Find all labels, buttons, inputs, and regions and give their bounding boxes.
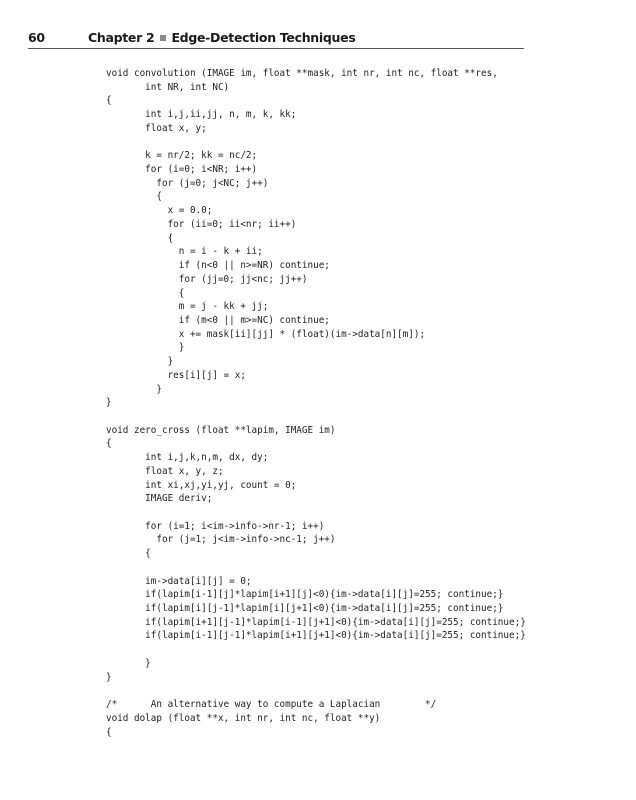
- code-line: {: [106, 191, 162, 203]
- separator-square-icon: [160, 35, 166, 41]
- code-line: if(lapim[i][j-1]*lapim[i][j+1]<0){im->data[i][j]=255; continue;}: [106, 603, 504, 615]
- code-line: }: [106, 383, 162, 395]
- code-line: if (n<0 || n>=NR) continue;: [106, 260, 330, 272]
- chapter-label: Chapter 2: [88, 30, 155, 45]
- code-line: [106, 684, 526, 698]
- code-line: {: [106, 232, 174, 244]
- code-line: }: [106, 342, 185, 354]
- code-line: }: [106, 356, 174, 368]
- running-head: [28, 30, 524, 49]
- chapter-title: Edge-Detection Techniques: [171, 30, 356, 45]
- code-line: if(lapim[i-1][j-1]*lapim[i+1][j+1]<0){im->data[i][j]=255; continue;}: [106, 630, 526, 642]
- code-line: {: [106, 438, 112, 450]
- code-line: res[i][j] = x;: [106, 369, 246, 381]
- code-line: [106, 561, 526, 575]
- code-line: if(lapim[i+1][j-1]*lapim[i-1][j+1]<0){im->data[i][j]=255; continue;}: [106, 616, 526, 628]
- code-line: for (j=0; j<NC; j++): [106, 177, 269, 189]
- code-line: float x, y;: [106, 122, 207, 134]
- code-listing: [106, 67, 526, 739]
- code-line: void dolap (float **x, int nr, int nc, float **y): [106, 712, 381, 724]
- code-line: {: [106, 95, 112, 107]
- code-line: [106, 410, 526, 424]
- code-line: [106, 506, 526, 520]
- page-number: 60: [28, 30, 45, 45]
- code-line: m = j - kk + jj;: [106, 301, 269, 313]
- code-line: }: [106, 397, 112, 409]
- code-line: for (ii=0; ii<nr; ii++): [106, 218, 297, 230]
- code-line: float x, y, z;: [106, 465, 224, 477]
- code-line: }: [106, 657, 151, 669]
- code-line: void zero_cross (float **lapim, IMAGE im): [106, 424, 336, 436]
- code-line: int NR, int NC): [106, 81, 230, 93]
- code-line: x += mask[ii][jj] * (float)(im->data[n][m]);: [106, 328, 426, 340]
- code-line: void convolution (IMAGE im, float **mask, int nr, int nc, float **res,: [106, 68, 498, 79]
- code-line: k = nr/2; kk = nc/2;: [106, 150, 258, 162]
- code-line: int i,j,ii,jj, n, m, k, kk;: [106, 109, 297, 121]
- code-line: x = 0.0;: [106, 205, 213, 217]
- code-line: if (m<0 || m>=NC) continue;: [106, 314, 330, 326]
- code-line: [106, 136, 526, 150]
- code-line: }: [106, 671, 112, 683]
- code-line: {: [106, 548, 151, 560]
- code-line: im->data[i][j] = 0;: [106, 575, 252, 587]
- code-line: /* An alternative way to compute a Laplacian */: [106, 699, 437, 711]
- code-line: IMAGE deriv;: [106, 493, 213, 505]
- code-line: for (j=1; j<im->info->nc-1; j++): [106, 534, 336, 546]
- code-line: for (jj=0; jj<nc; jj++): [106, 273, 308, 285]
- code-line: for (i=0; i<NR; i++): [106, 164, 258, 176]
- code-line: if(lapim[i-1][j]*lapim[i+1][j]<0){im->data[i][j]=255; continue;}: [106, 589, 504, 601]
- code-line: {: [106, 726, 112, 738]
- code-line: n = i - k + ii;: [106, 246, 263, 258]
- code-line: int i,j,k,n,m, dx, dy;: [106, 452, 269, 464]
- code-line: {: [106, 287, 185, 299]
- code-line: for (i=1; i<im->info->nr-1; i++): [106, 520, 325, 532]
- code-line: [106, 643, 526, 657]
- code-line: int xi,xj,yi,yj, count = 0;: [106, 479, 297, 491]
